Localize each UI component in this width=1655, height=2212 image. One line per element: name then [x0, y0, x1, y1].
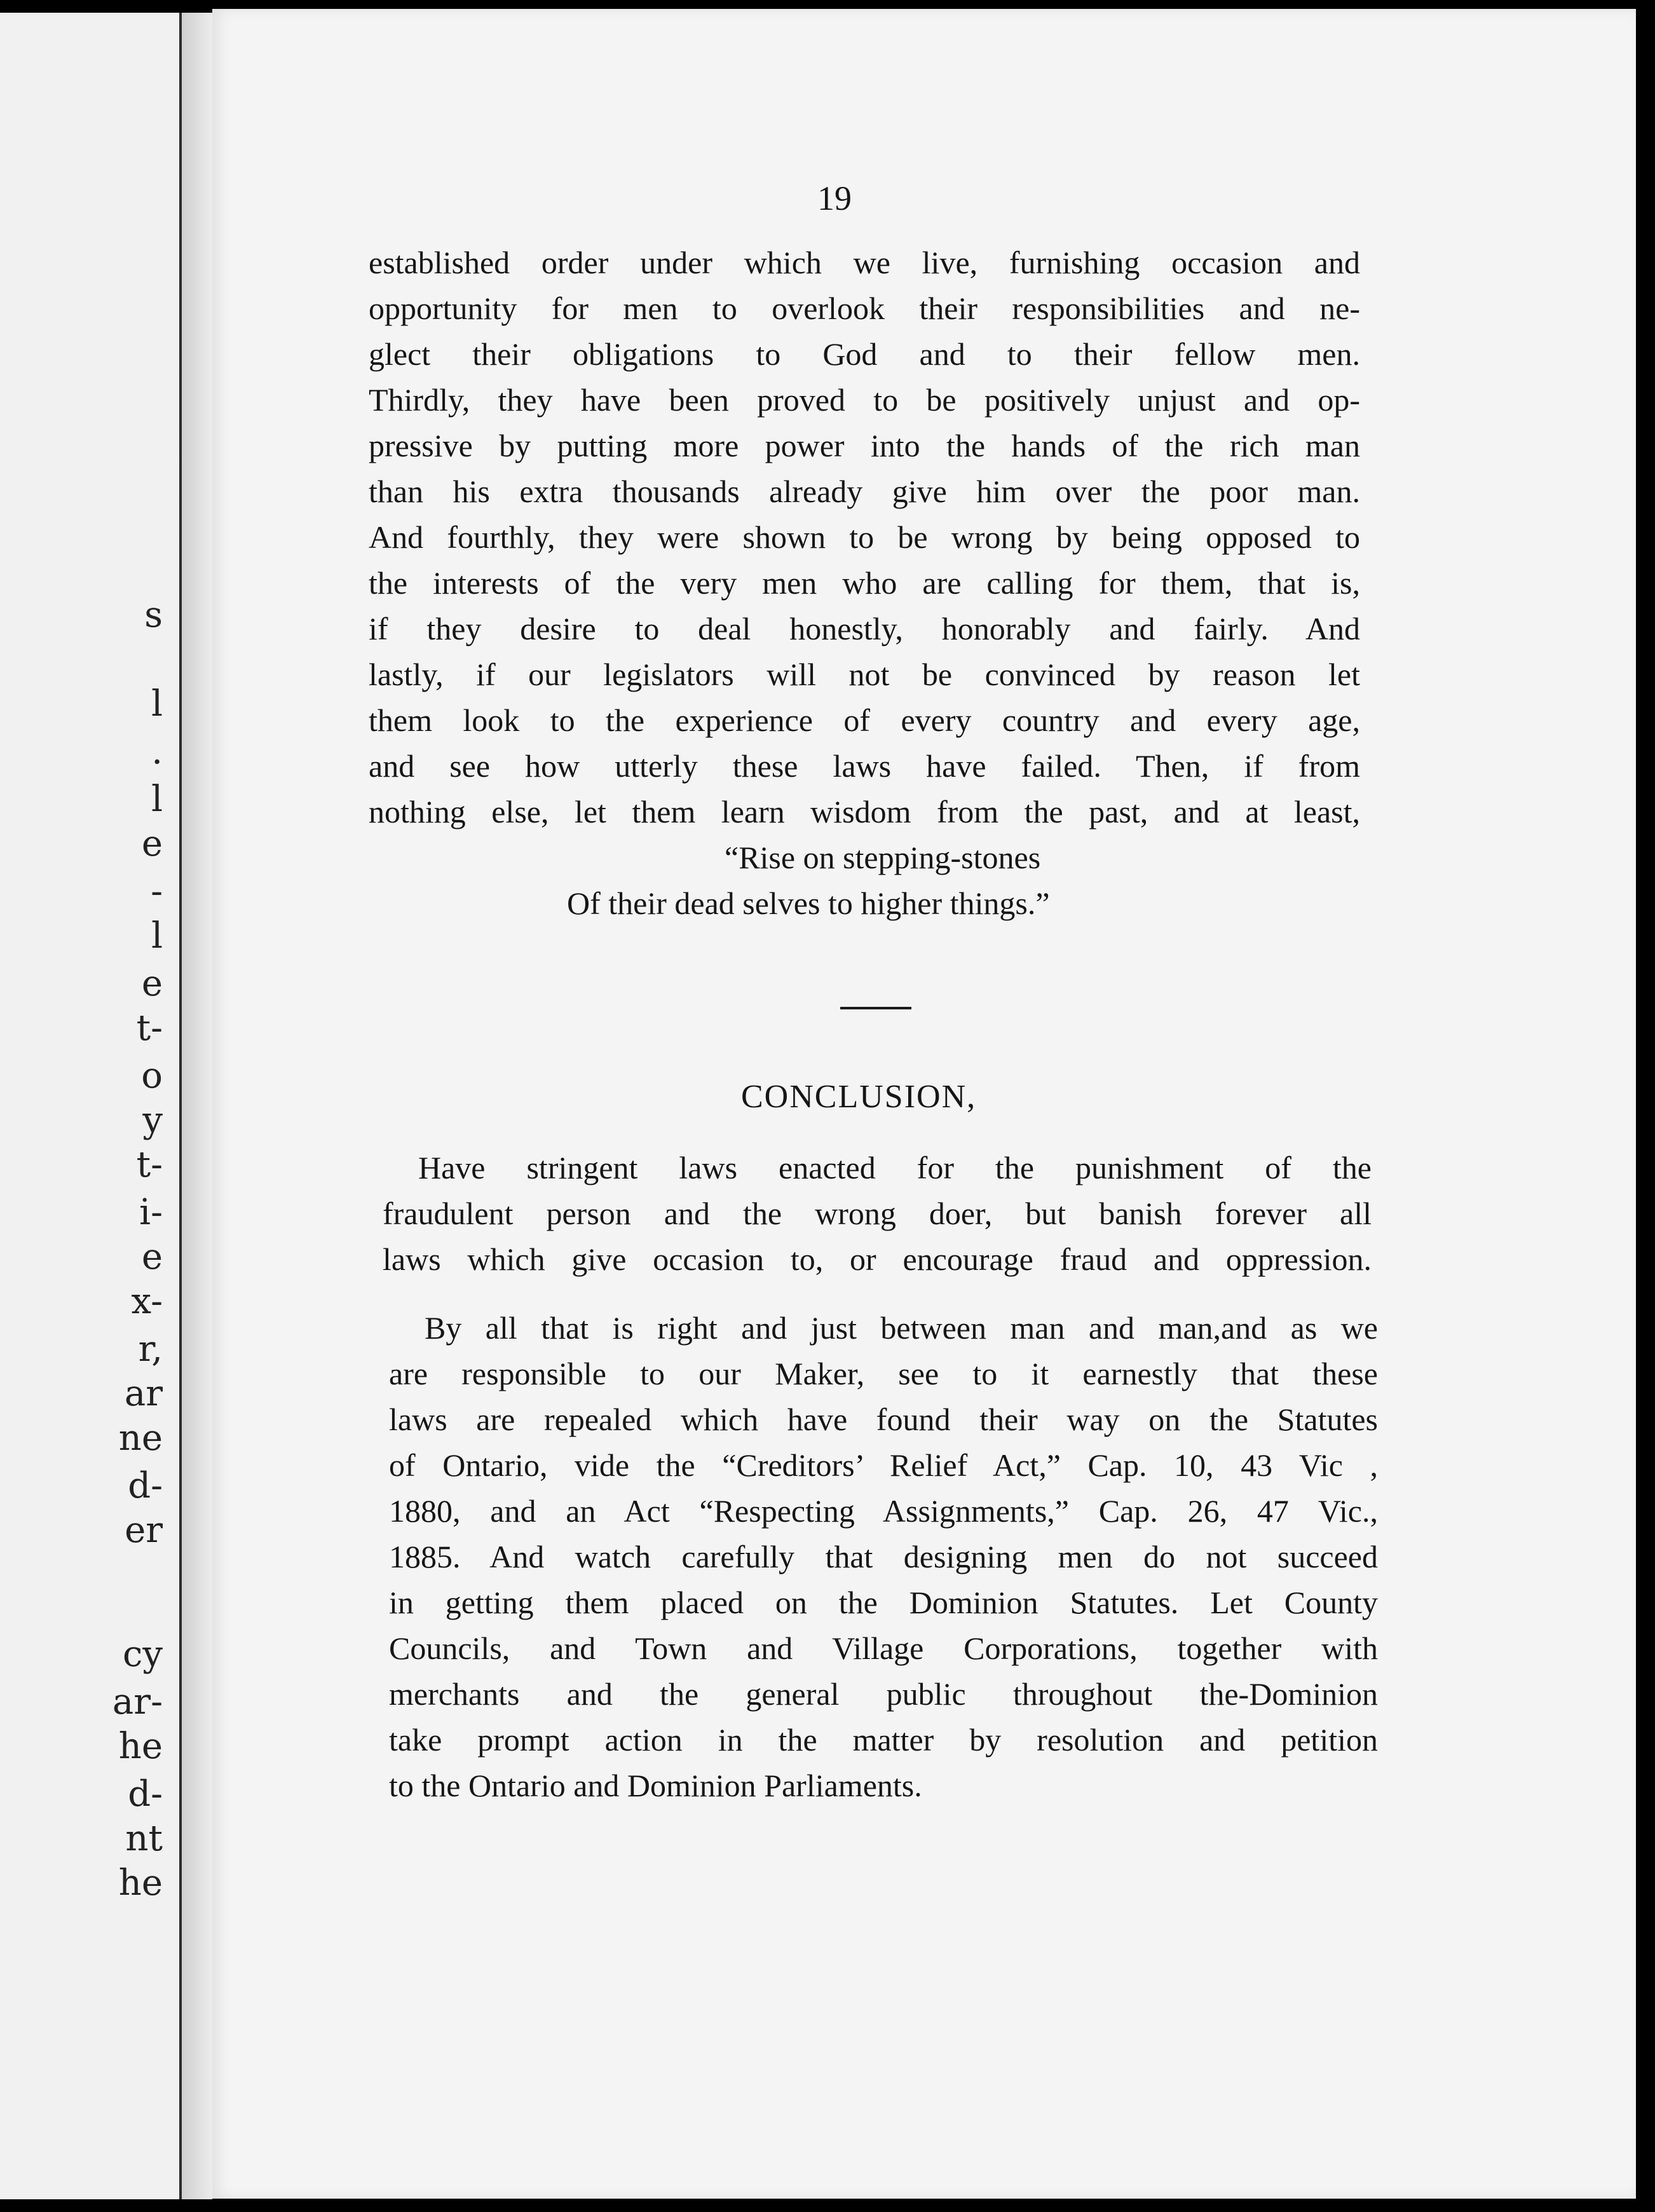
left-margin-fragment: er — [125, 1510, 163, 1551]
text-line: the interests of the very men who are calling for them, that is, — [369, 565, 1360, 601]
left-margin-fragment: he — [118, 1862, 163, 1904]
left-margin-fragment: i- — [139, 1192, 163, 1233]
text-line: opportunity for men to overlook their responsibilities and ne- — [369, 290, 1360, 326]
text-line: and see how utterly these laws have failed. Then, if from — [369, 748, 1360, 784]
text-line: 1880, and an Act “Respecting Assignments,” Cap. 26, 47 Vic., — [389, 1493, 1378, 1529]
left-margin-fragment: y — [142, 1100, 163, 1141]
text-line: than his extra thousands already give him over the poor man. — [369, 474, 1360, 509]
left-margin-fragment: nt — [125, 1818, 163, 1859]
text-line: glect their obligations to God and to their fellow men. — [369, 336, 1360, 372]
left-margin-fragment: e — [141, 963, 163, 1004]
left-margin-fragment: l — [151, 779, 163, 820]
section-heading: CONCLUSION, — [741, 1079, 977, 1115]
text-line: And fourthly, they were shown to be wrong by being opposed to — [369, 519, 1360, 555]
text-line: to the Ontario and Dominion Parliaments. — [389, 1768, 922, 1803]
text-line: Councils, and Town and Village Corporations, together with — [389, 1630, 1378, 1666]
left-margin-fragment: d- — [128, 1465, 163, 1506]
left-margin-fragment: e — [141, 823, 163, 864]
left-margin-fragment: he — [118, 1726, 163, 1767]
text-line: fraudulent person and the wrong doer, but banish forever all — [383, 1196, 1372, 1231]
left-margin-fragment: l — [151, 915, 163, 957]
left-margin-fragment: o — [141, 1055, 163, 1096]
left-margin-fragment: l — [151, 683, 163, 725]
text-line: of Ontario, vide the “Creditors’ Relief Act,” Cap. 10, 43 Vic , — [389, 1447, 1378, 1483]
left-margin-fragment: ar — [124, 1373, 163, 1414]
text-line: merchants and the general public throughout the-Dominion — [389, 1676, 1378, 1712]
left-margin-fragment: s — [144, 594, 163, 636]
book-gutter — [182, 13, 212, 2199]
text-line: are responsible to our Maker, see to it earnestly that these — [389, 1356, 1378, 1391]
quote-line: Of their dead selves to higher things.” — [567, 885, 1050, 921]
text-line: Thirdly, they have been proved to be positively unjust and op- — [369, 382, 1360, 418]
left-margin-fragment: d- — [128, 1773, 163, 1815]
page-number: 19 — [817, 179, 852, 217]
left-margin-fragment: e — [141, 1236, 163, 1278]
left-margin-fragment: t- — [136, 1007, 163, 1049]
text-line: if they desire to deal honestly, honorably and fairly. And — [369, 611, 1360, 646]
left-margin-fragment: . — [151, 731, 163, 772]
text-line: Have stringent laws enacted for the punishment of the — [418, 1150, 1372, 1185]
left-margin-fragment: cy — [123, 1634, 163, 1675]
left-margin-fragment: r, — [138, 1328, 163, 1370]
left-margin-fragment: - — [151, 871, 163, 912]
text-line: By all that is right and just between man and man,and as we — [425, 1310, 1378, 1346]
text-line: 1885. And watch carefully that designing men do not succeed — [389, 1539, 1378, 1574]
section-divider — [840, 1007, 911, 1009]
left-margin-fragment: ar- — [112, 1681, 163, 1723]
text-line: established order under which we live, furnishing occasion and — [369, 245, 1360, 280]
text-line: take prompt action in the matter by resolution and petition — [389, 1722, 1378, 1758]
text-line: nothing else, let them learn wisdom from the past, and at least, — [369, 794, 1360, 830]
text-line: laws are repealed which have found their way on the Statutes — [389, 1402, 1378, 1437]
left-margin-fragment: t- — [136, 1144, 163, 1185]
text-line: pressive by putting more power into the hands of the rich man — [369, 428, 1360, 463]
previous-page-fragment — [0, 13, 182, 2199]
text-line: laws which give occasion to, or encourage fraud and oppression. — [383, 1241, 1372, 1277]
text-line: lastly, if our legislators will not be convinced by reason let — [369, 657, 1360, 692]
text-line: them look to the experience of every country and every age, — [369, 702, 1360, 738]
left-margin-fragment: x- — [131, 1281, 163, 1322]
text-line: in getting them placed on the Dominion Statutes. Let County — [389, 1585, 1378, 1620]
left-margin-fragment: ne — [118, 1417, 163, 1459]
quote-line: “Rise on stepping-stones — [725, 840, 1041, 875]
